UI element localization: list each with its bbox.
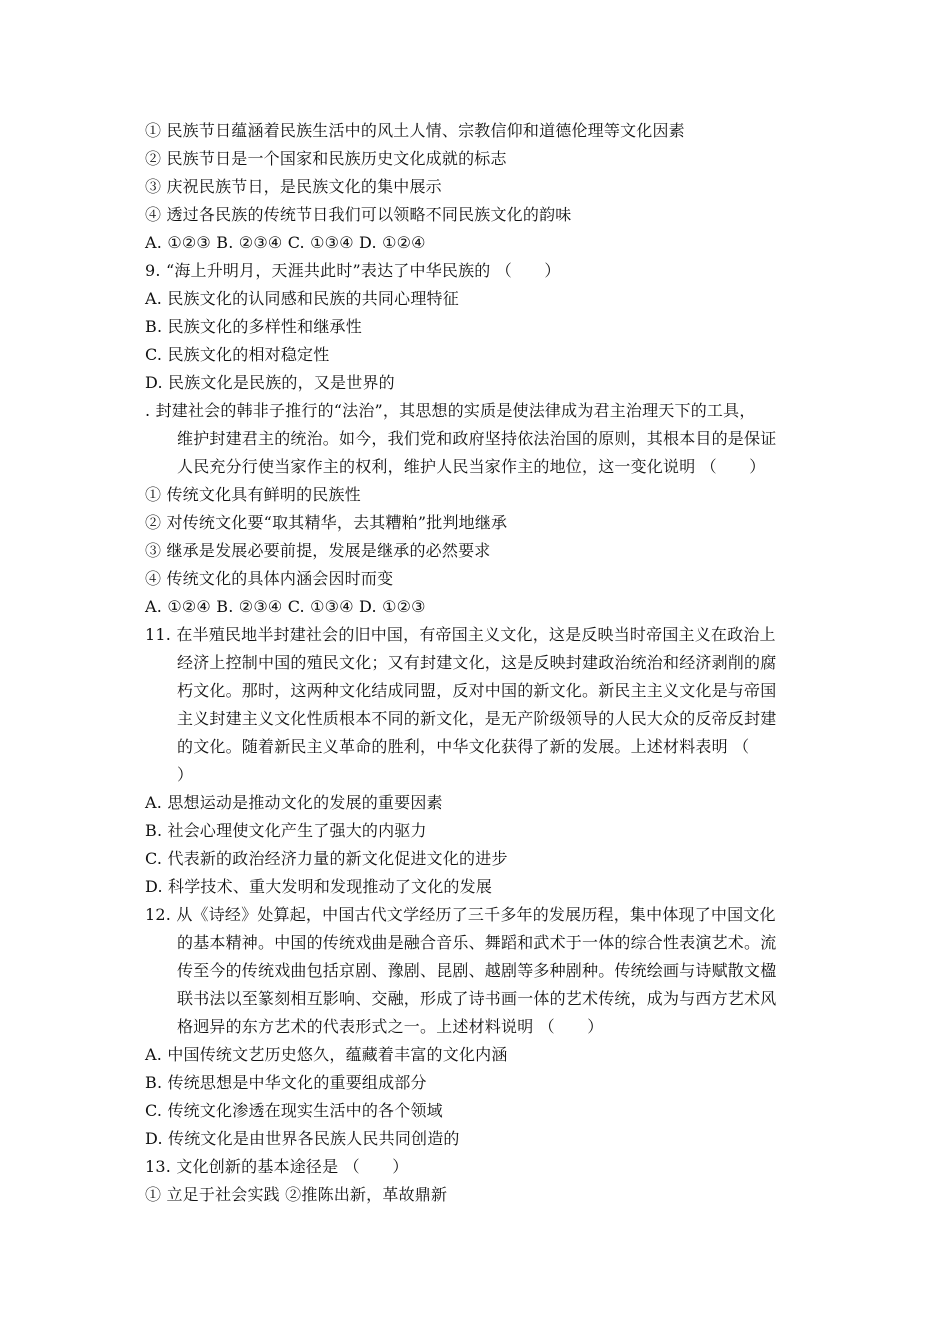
- option-line: ② 对传统文化要“取其精华，去其糟粕”批判地继承: [145, 513, 508, 532]
- option-line: ③ 庆祝民族节日，是民族文化的集中展示: [145, 177, 442, 196]
- question-10-continued: 维护封建君主的统治。如今，我们党和政府坚持依法治国的原则，其根本目的是保证: [177, 429, 777, 448]
- choice-line: C. 代表新的政治经济力量的新文化促进文化的进步: [145, 849, 508, 868]
- option-line: ② 民族节日是一个国家和民族历史文化成就的标志: [145, 149, 507, 168]
- question-12-continued: 联书法以至篆刻相互影响、交融，形成了诗书画一体的艺术传统，成为与西方艺术风: [177, 989, 777, 1008]
- question-9: 9. “海上升明月，天涯共此时”表达了中华民族的 （ ）: [145, 261, 561, 280]
- question-12: 12. 从《诗经》处算起，中国古代文学经历了三千多年的发展历程，集中体现了中国文化: [145, 905, 776, 924]
- question-11-continued: 的文化。随着新民主义革命的胜利，中华文化获得了新的发展。上述材料表明 （: [177, 737, 750, 756]
- question-11: 11. 在半殖民地半封建社会的旧中国，有帝国主义文化，这是反映当时帝国主义在政治上: [145, 625, 776, 644]
- option-line: ③ 继承是发展必要前提，发展是继承的必然要求: [145, 541, 491, 560]
- question-12-continued: 格迥异的东方艺术的代表形式之一。上述材料说明 （ ）: [177, 1017, 604, 1036]
- answer-choices: A. ①②③ B. ②③④ C. ①③④ D. ①②④: [145, 233, 426, 252]
- option-line: ④ 透过各民族的传统节日我们可以领略不同民族文化的韵味: [145, 205, 572, 224]
- question-12-continued: 的基本精神。中国的传统戏曲是融合音乐、舞蹈和武术于一体的综合性表演艺术。流: [177, 933, 777, 952]
- question-10: . 封建社会的韩非子推行的“法治”，其思想的实质是使法律成为君主治理天下的工具，: [145, 401, 756, 420]
- question-13: 13. 文化创新的基本途径是 （ ）: [145, 1157, 409, 1176]
- question-11-continued: ）: [177, 765, 194, 784]
- choice-line: A. 民族文化的认同感和民族的共同心理特征: [145, 289, 459, 308]
- question-10-continued: 人民充分行使当家作主的权利，维护人民当家作主的地位，这一变化说明 （ ）: [177, 457, 766, 476]
- choice-line: A. 思想运动是推动文化的发展的重要因素: [145, 793, 443, 812]
- question-11-continued: 主义封建主义文化性质根本不同的新文化，是无产阶级领导的人民大众的反帝反封建: [177, 709, 777, 728]
- choice-line: D. 科学技术、重大发明和发现推动了文化的发展: [145, 877, 493, 896]
- choice-line: C. 传统文化渗透在现实生活中的各个领域: [145, 1101, 443, 1120]
- question-11-continued: 经济上控制中国的殖民文化；又有封建文化，这是反映封建政治统治和经济剥削的腐: [177, 653, 777, 672]
- option-line: ④ 传统文化的具体内涵会因时而变: [145, 569, 394, 588]
- choice-line: D. 传统文化是由世界各民族人民共同创造的: [145, 1129, 460, 1148]
- option-line: ① 传统文化具有鲜明的民族性: [145, 485, 361, 504]
- choice-line: B. 传统思想是中华文化的重要组成部分: [145, 1073, 427, 1092]
- question-12-continued: 传至今的传统戏曲包括京剧、豫剧、昆剧、越剧等多种剧种。传统绘画与诗赋散文楹: [177, 961, 777, 980]
- choice-line: B. 民族文化的多样性和继承性: [145, 317, 362, 336]
- question-11-continued: 朽文化。那时，这两种文化结成同盟，反对中国的新文化。新民主主义文化是与帝国: [177, 681, 777, 700]
- choice-line: C. 民族文化的相对稳定性: [145, 345, 330, 364]
- choice-line: A. 中国传统文艺历史悠久，蕴藏着丰富的文化内涵: [145, 1045, 508, 1064]
- choice-line: D. 民族文化是民族的，又是世界的: [145, 373, 395, 392]
- option-line: ① 民族节日蕴涵着民族生活中的风土人情、宗教信仰和道德伦理等文化因素: [145, 121, 685, 140]
- answer-choices: A. ①②④ B. ②③④ C. ①③④ D. ①②③: [145, 597, 426, 616]
- choice-line: B. 社会心理使文化产生了强大的内驱力: [145, 821, 427, 840]
- option-line: ① 立足于社会实践 ②推陈出新，革故鼎新: [145, 1185, 448, 1204]
